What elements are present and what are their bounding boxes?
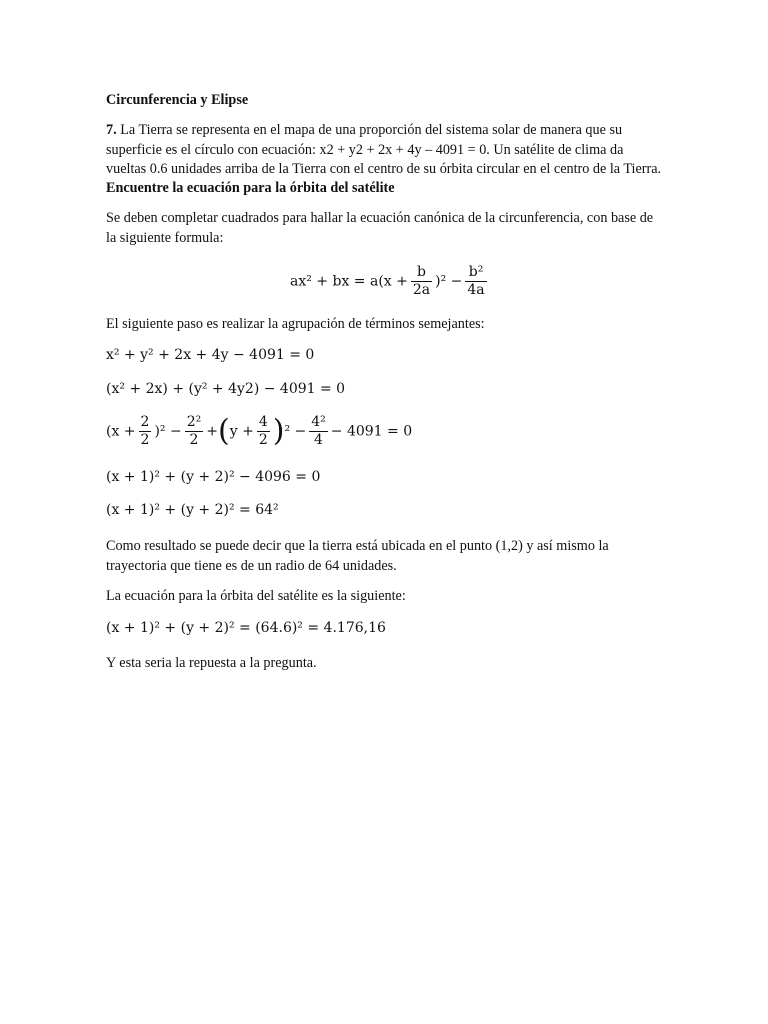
eq3-fraction	[257, 414, 270, 449]
equation-expanded: x² + y² + 2x + 4y − 4091 = 0	[106, 347, 315, 363]
fraction-denominator: 2	[189, 432, 199, 448]
fraction-denominator: 4	[314, 432, 323, 448]
fraction-numerator: 2²	[186, 414, 202, 430]
equation-simplified: (x + 1)² + (y + 2)² − 4096 = 0	[106, 469, 321, 485]
problem-number: 7.	[106, 122, 117, 138]
intro-paragraph: Se deben completar cuadrados para hallar la ecuación canónica de la circunferencia, con base de la siguiente formula:	[106, 210, 654, 246]
result-paragraph: Como resultado se puede decir que la tierra está ubicada en el punto (1,2) y así mismo la trayectoria que tiene es de un radio de 64 unidades.	[106, 538, 609, 574]
fraction-numerator: 2	[140, 414, 150, 430]
formula-mid: )² −	[435, 273, 463, 290]
eq3-fraction	[185, 414, 204, 449]
fraction-denominator: 4a	[467, 282, 485, 298]
formula-fraction-b2-4a	[465, 264, 486, 299]
problem-question: Encuentre la ecuación para la órbita del satélite	[106, 180, 395, 196]
fraction-denominator: 2a	[412, 282, 431, 298]
eq3-fraction	[139, 414, 152, 449]
equation-grouped: (x² + 2x) + (y² + 4y2) − 4091 = 0	[106, 381, 346, 397]
equation-canonical: (x + 1)² + (y + 2)² = 64²	[106, 502, 279, 518]
completing-square-formula	[290, 264, 490, 299]
eq3-fraction	[309, 414, 328, 449]
fraction-numerator: 4²	[311, 414, 326, 430]
left-paren-glyph: (	[218, 413, 230, 449]
equation-completed-squares	[106, 414, 412, 449]
document-heading: Circunferencia y Elipse	[106, 92, 249, 108]
fraction-numerator: 4	[258, 414, 268, 430]
orbit-intro: La ecuación para la órbita del satélite es la siguiente:	[106, 588, 406, 604]
fraction-denominator: 2	[140, 432, 150, 448]
equation-orbit: (x + 1)² + (y + 2)² = (64.6)² = 4.176,16	[106, 620, 386, 636]
eq3-part: +	[206, 423, 218, 440]
eq3-part: y +	[229, 423, 254, 440]
fraction-numerator: b²	[465, 264, 486, 282]
eq3-part: ² −	[284, 423, 307, 440]
fraction-denominator: 2	[258, 432, 268, 448]
closing-sentence: Y esta seria la repuesta a la pregunta.	[106, 655, 317, 671]
eq3-part: − 4091 = 0	[330, 423, 413, 440]
problem-text: La Tierra se representa en el mapa de una proporción del sistema solar de manera que su superficie es el círculo con ecuación: x2 + y2 + 2x + 4y – 4091 = 0. Un satélite de clima da vueltas 0.6 unidades arriba de la Tierra con el centro de su órbita circular en el centro de la Tierra.	[106, 122, 662, 177]
problem-paragraph	[106, 121, 666, 180]
formula-lhs: ax² + bx = a(x +	[290, 273, 408, 290]
right-paren-glyph: )	[272, 413, 285, 449]
eq3-part: (x +	[106, 423, 136, 440]
formula-fraction-b-2a	[411, 264, 432, 299]
grouping-intro: El siguiente paso es realizar la agrupación de términos semejantes:	[106, 316, 485, 332]
eq3-part: )² −	[154, 423, 182, 440]
fraction-numerator: b	[411, 264, 432, 282]
